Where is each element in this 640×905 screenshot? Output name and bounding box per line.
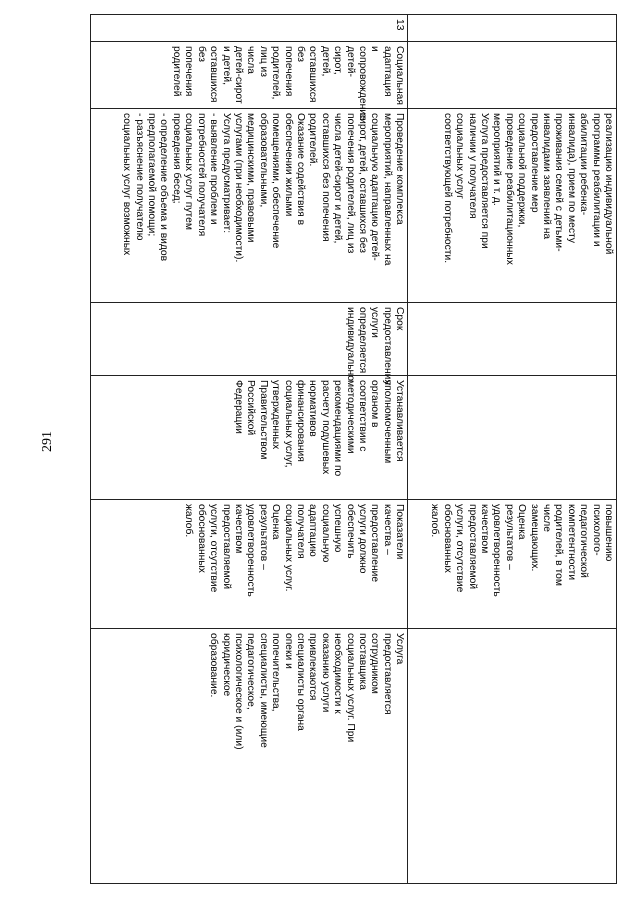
service-conditions: Услуга предоставляется сотрудником поставщика социальных услуг. При необходимости к оказанию услуги привлекаются специалисты органа опеки и попечительства, специалисты, имеющие педагогическое, психологическое и (или) юридическое образование.	[91, 629, 408, 884]
service-conditions	[408, 629, 617, 884]
service-term: Срок предоставления услуги определяется индивидуально	[91, 303, 408, 376]
row-number	[408, 15, 617, 42]
service-price: Устанавливается уполномоченным органом в соответствии с методическими рекомендациями по расчету подушевых нормативов финансирования социальных услуг, утвержденных Правительством Российской Федерации	[91, 376, 408, 500]
table-row	[408, 15, 617, 884]
table-row	[91, 15, 408, 884]
service-name	[408, 42, 617, 109]
service-description: Проведение комплекса мероприятий, направленных на социальную адаптацию детей- сирот, детей, оставшихся без попечения родителей, лиц из числа детей-сирот и детей, оставшихся без попечения родителей. Оказание содействия в обеспечении жилыми помещениями, обеспечение образовательными, медицинскими, правовыми услугами (при необходимости). Услуга предусматривает: - выявление проблем и потребностей получателя социальных услуг путем проведения бесед; - определение объема и видов предполагаемой помощи; - разъяснение получателю социальных услуг возможных	[91, 109, 408, 303]
service-quality: повышению психолого- педагогической компетентности родителей, в том числе замещающих. Оценка результатов – удовлетворенность качеством предоставляемой услуги, отсутствие обоснованных жалоб.	[408, 500, 617, 629]
page-number: 291	[40, 431, 55, 452]
row-number: 13	[91, 15, 408, 42]
service-term	[408, 303, 617, 376]
service-quality: Показатели качества – предоставление услуги должно обеспечить успешную социальную адаптацию получателя социальных услуг. Оценка результатов – удовлетворенность качеством предоставляемой услуги, отсутствие обоснованных жалоб.	[91, 500, 408, 629]
service-description: реализацию индивидуальной программы реабилитации и абилитации ребенка- инвалида), прием по месту проживания семей с детьми- инвалидами заявлений на предоставление мер социальной поддержки, проведение реабилитационных мероприятий и т. д. Услуга предоставляется при наличии у получателя социальных услуг соответствующей потребности.	[408, 109, 617, 303]
service-price	[408, 376, 617, 500]
rotated-table-wrapper	[90, 14, 617, 884]
service-name: Социальная адаптация и сопровождение детей-сирот, детей, оставшихся без попечения родителей, лиц из числа детей-сирот и детей, оставшихся без попечения родителей	[91, 42, 408, 109]
services-table	[90, 14, 617, 884]
